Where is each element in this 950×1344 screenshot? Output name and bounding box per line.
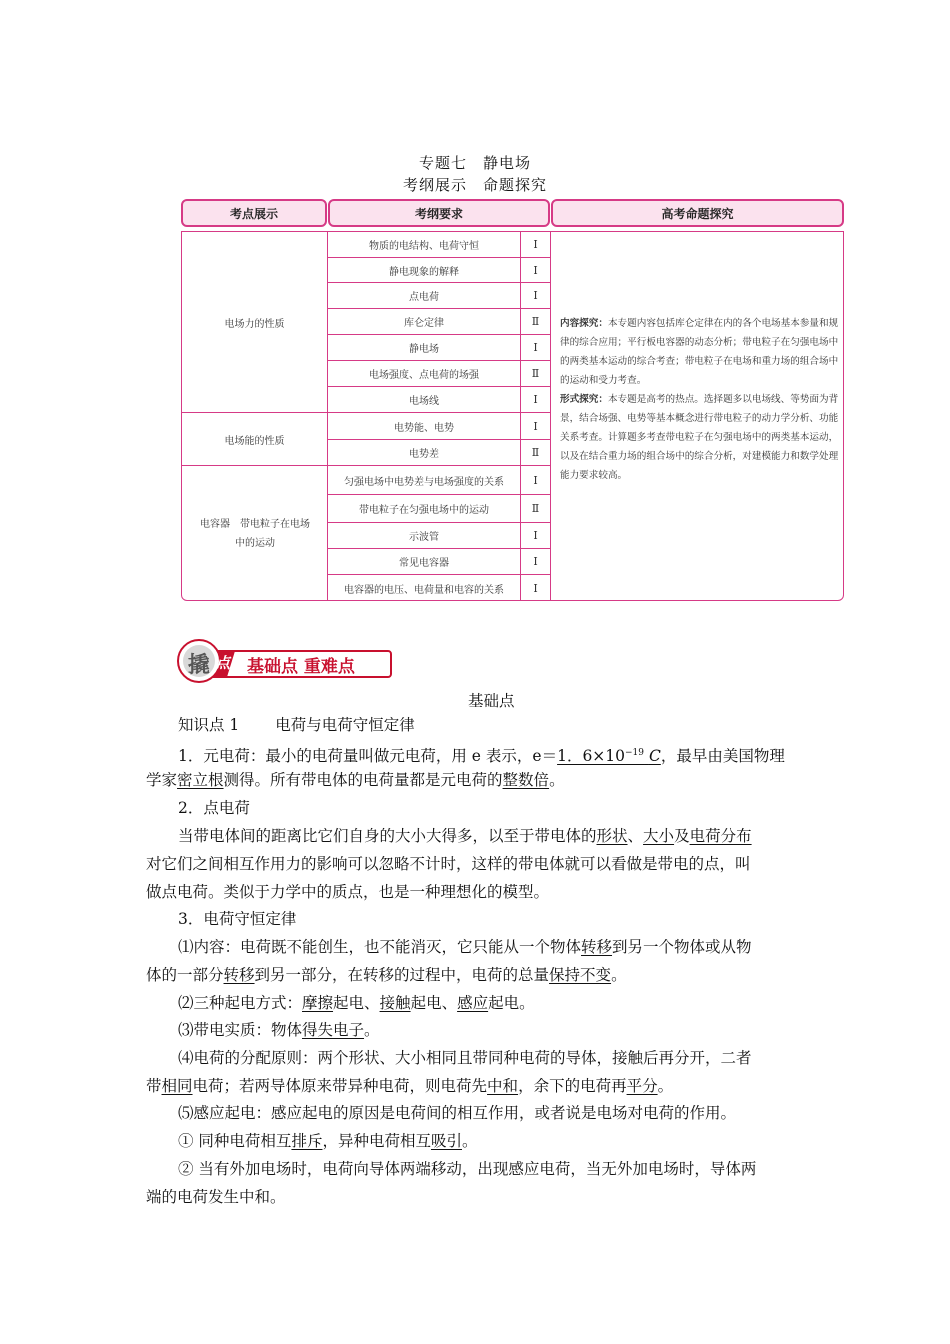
text-span: ，最早由美国物理 [660, 747, 785, 766]
underlined-answer: 电荷分布 [689, 827, 752, 845]
table-row-item: 电势能、电势 [394, 422, 454, 434]
text-span: 当带电体间的距离比它们自身的大小大得多，以至于带电体的 [178, 827, 597, 845]
para-3-1-line-1 [178, 933, 752, 961]
para-3-4-line-2 [146, 1072, 673, 1100]
table-row-level: Ⅰ [533, 555, 538, 568]
para-3-1-line-2 [146, 961, 627, 989]
section-banner [175, 636, 395, 684]
para-2-heading: 2．点电荷 [178, 799, 250, 817]
text-span: 测得。所有带电体的电荷量都是元电荷的 [223, 771, 503, 789]
table-row-level: Ⅰ [533, 581, 538, 595]
table-row-item: 示波管 [409, 532, 439, 543]
text-span: 1．元电荷：最小的电荷量叫做元电荷，用 e 表示，e＝ [178, 747, 558, 766]
table-row-level: Ⅰ [533, 238, 538, 251]
text-span: 。 [611, 966, 627, 984]
underlined-answer: 感应 [457, 994, 489, 1012]
exponent: −19 [625, 748, 645, 758]
table-row-level: Ⅰ [533, 263, 538, 277]
underlined-answer: 排斥 [291, 1132, 323, 1150]
table-row-item: 电场强度、点电荷的场强 [369, 370, 479, 381]
para-2-line-2: 对它们之间相互作用力的影响可以忽略不计时，这样的带电体就可以看做是带电的点，叫 [146, 855, 751, 873]
form-text: 本专题是高考的热点。选择题多以电场线、等势面为背景，结合场强、电势等基本概念进行带电粒子的动力学分析、功能关系考查。计算题多考查带电粒子在匀强电场中的两类基本运动，以及在结合重力场的组合场中的综合分析，对建模能力和数学处理能力要求较高。 [560, 394, 839, 481]
table-header-requirements: 考纲要求 [328, 199, 550, 227]
para-3-2 [178, 989, 535, 1017]
table-row-item: 常见电容器 [399, 558, 449, 569]
underlined-answer: 摩擦 [302, 994, 334, 1012]
table-row-level: Ⅰ [533, 419, 538, 433]
underlined-answer: 保持不变 [549, 966, 612, 984]
content-label: 内容探究： [560, 318, 608, 329]
text-span: 及 [674, 827, 690, 845]
unit: C [648, 747, 661, 766]
table-row-item: 带电粒子在匀强电场中的运动 [359, 505, 489, 516]
text-span: ⑴内容：电荷既不能创生，也不能消灭，它只能从一个物体 [178, 938, 582, 956]
underlined-answer: 接触 [379, 994, 411, 1012]
banner-text: 基础点 重难点 [247, 657, 355, 677]
text-span: 。 [657, 1077, 674, 1095]
underlined-answer: 大小 [643, 827, 675, 845]
para-3-4-line-1: ⑷电荷的分配原则：两个形状、大小相同且带同种电荷的导体，接触后再分开，二者 [178, 1049, 752, 1067]
group-field-force: 电场力的性质 [224, 318, 285, 330]
page-subtitle: 考纲展示 命题探究 [402, 176, 547, 194]
table-header-exploration: 高考命题探究 [551, 199, 844, 227]
table-row-level: Ⅰ [533, 393, 538, 406]
table-row-item: 库仑定律 [404, 318, 444, 329]
text-span: 带 [146, 1077, 162, 1095]
text-span: 体的一部分 [146, 966, 224, 984]
kp-label: 知识点 1 [178, 716, 240, 734]
para-3-7-line-2: 端的电荷发生中和。 [146, 1188, 286, 1206]
table-row-item: 电场线 [409, 396, 439, 407]
table-row-item: 匀强电场中电势差与电场强度的关系 [344, 476, 504, 488]
text-span: 到另一部分，在转移的过程中，电荷的总量 [254, 966, 550, 984]
text-span: 到另一个物体或从物 [612, 938, 752, 956]
text-span: ⑶带电实质：物体 [178, 1021, 303, 1039]
text-span: 。 [549, 771, 565, 789]
underlined-answer: 相同 [161, 1077, 193, 1095]
table-row-level: Ⅰ [533, 473, 538, 487]
underlined-answer: 得失电子 [302, 1021, 365, 1039]
para-3-3 [178, 1016, 380, 1044]
table-row-level: Ⅱ [531, 315, 540, 328]
text-span: 。 [461, 1132, 478, 1150]
table-row-item: 物质的电结构、电荷守恒 [369, 241, 479, 252]
text-span: ⑵三种起电方式： [178, 994, 303, 1012]
table-row-item: 电势差 [409, 449, 439, 460]
para-2-line-1 [178, 822, 752, 850]
text-span: ① 同种电荷相互 [178, 1132, 292, 1150]
badge-character: 撬 [187, 653, 210, 678]
para-3-6 [178, 1127, 478, 1155]
table-row-level: Ⅱ [531, 446, 540, 459]
form-label: 形式探究： [560, 394, 608, 405]
table-row-item: 点电荷 [409, 292, 439, 303]
para-3-5: ⑸感应起电：感应起电的原因是电荷间的相互作用，或者说是电场对电荷的作用。 [178, 1104, 737, 1122]
text-span: 学家 [146, 771, 178, 789]
text-span: ，余下的电荷再 [518, 1077, 627, 1095]
underlined-answer: 整数倍 [502, 771, 550, 789]
para-1-line-2 [146, 766, 565, 794]
underlined-answer: 转移 [581, 938, 613, 956]
table-row-level: Ⅰ [533, 529, 538, 542]
text-span: 起电。 [488, 994, 535, 1012]
underlined-answer: 转移 [223, 966, 255, 984]
content-text: 本专题内容包括库仑定律在内的各个电场基本参量和规律的综合应用；平行板电容器的动态分析；带电粒子在匀强电场中的两类基本运动的综合考查；带电粒子在电场和重力场的组合场中的运动和受力考查。 [560, 318, 839, 386]
text-span: 起电、 [333, 994, 380, 1012]
topic-title: 专题七 静电场 [418, 154, 531, 172]
para-2-line-3: 做点电荷。类似于力学中的质点，也是一种理想化的模型。 [146, 883, 550, 901]
section-title: 基础点 [468, 692, 515, 710]
table-row-level: Ⅰ [533, 289, 538, 302]
para-3-heading: 3．电荷守恒定律 [178, 910, 297, 928]
table-row-level: Ⅱ [531, 502, 540, 515]
syllabus-table [181, 231, 844, 601]
exploration-notes [560, 314, 842, 485]
underlined-answer: 中和 [487, 1077, 519, 1095]
text-span: 电荷；若两导体原来带异种电荷，则电荷先 [192, 1077, 488, 1095]
text-span: ，异种电荷相互 [322, 1132, 431, 1150]
underlined-answer: 吸引 [430, 1132, 462, 1150]
table-row-item: 电容器的电压、电荷量和电容的关系 [344, 584, 504, 596]
table-header-points: 考点展示 [181, 199, 327, 227]
group-capacitor: 电容器 带电粒子在电场中的运动 [200, 518, 310, 549]
badge-tail: 点 [215, 654, 231, 672]
kp-title: 电荷与电荷守恒定律 [275, 716, 415, 734]
text-span: 。 [364, 1021, 380, 1039]
table-row-item: 静电场 [409, 344, 439, 355]
table-row-level: Ⅰ [533, 341, 538, 354]
text-span: 、 [627, 827, 644, 845]
text-span: 起电、 [410, 994, 458, 1012]
knowledge-point-heading [178, 711, 415, 739]
text-span: 1．6×10 [557, 747, 626, 766]
underlined-answer: 密立根 [177, 771, 224, 789]
group-field-energy: 电场能的性质 [224, 435, 285, 447]
underlined-answer [557, 747, 661, 765]
underlined-answer: 形状 [596, 827, 628, 845]
para-3-7-line-1: ② 当有外加电场时，电荷向导体两端移动，出现感应电荷，当无外加电场时，导体两 [178, 1160, 757, 1178]
underlined-answer: 平分 [626, 1077, 658, 1095]
table-row-item: 静电现象的解释 [389, 266, 459, 278]
table-row-level: Ⅱ [531, 367, 540, 380]
